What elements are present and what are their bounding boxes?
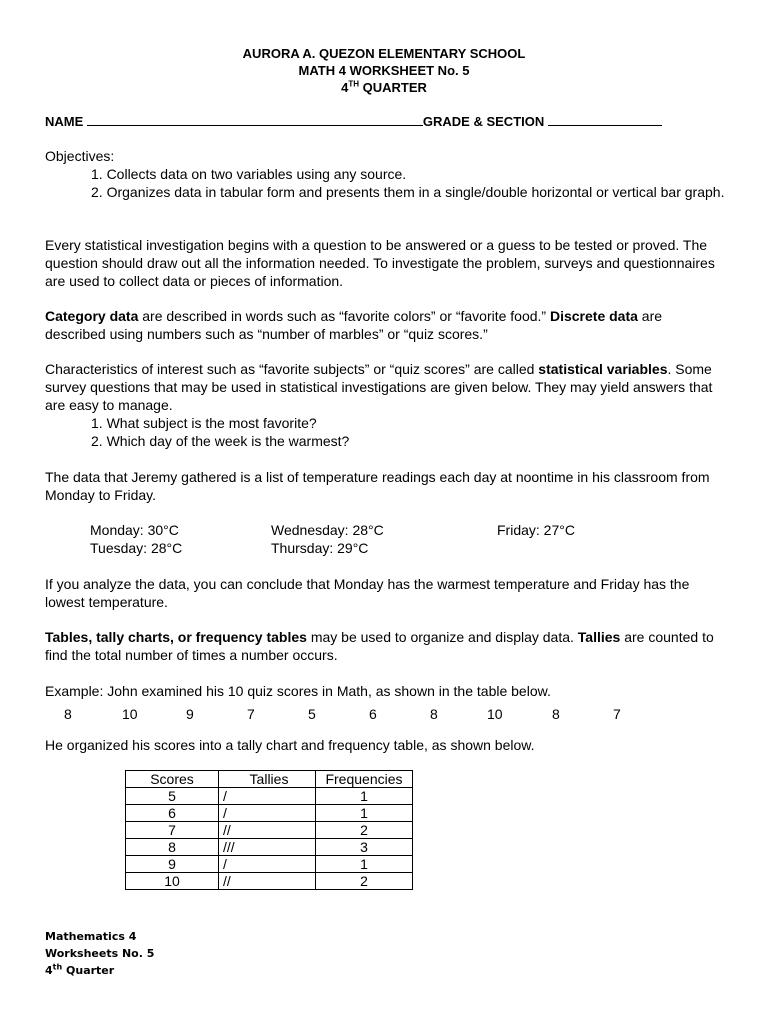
score-value: 10 xyxy=(487,706,503,722)
statistical-variables-term: statistical variables xyxy=(538,361,668,377)
footer-quarter: 4th Quarter xyxy=(45,962,115,977)
frequency-cell: 3 xyxy=(316,839,413,856)
name-label: NAME xyxy=(45,114,84,129)
score-cell: 8 xyxy=(126,839,219,856)
tally-cell: / xyxy=(219,788,316,805)
objectives xyxy=(45,147,725,201)
table-header-row xyxy=(126,771,413,788)
tables-paragraph: Tables, tally charts, or frequency tables may be used to organize and display data. Tallies are counted to find the total number of times a number occurs. xyxy=(45,629,714,663)
frequency-cell: 1 xyxy=(316,788,413,805)
survey-question: 2. Which day of the week is the warmest? xyxy=(91,433,350,449)
example-paragraph: Example: John examined his 10 quiz scores in Math, as shown in the table below. xyxy=(45,683,551,699)
temp-thursday: Thursday: 29°C xyxy=(271,540,369,556)
table-row xyxy=(126,856,413,873)
score-cell: 7 xyxy=(126,822,219,839)
header-scores: Scores xyxy=(126,771,219,788)
quarter-title: 4TH QUARTER xyxy=(341,79,427,95)
header-frequencies: Frequencies xyxy=(316,771,413,788)
frequency-cell: 2 xyxy=(316,873,413,890)
organized-paragraph: He organized his scores into a tally chart and frequency table, as shown below. xyxy=(45,737,535,753)
table-row xyxy=(126,788,413,805)
grade-section-label: GRADE & SECTION xyxy=(422,114,545,129)
tally-cell: /// xyxy=(219,839,316,856)
table-row xyxy=(126,873,413,890)
tally-cell: / xyxy=(219,805,316,822)
score-cell: 10 xyxy=(126,873,219,890)
survey-question: 1. What subject is the most favorite? xyxy=(91,415,317,431)
tables-term: Tables, tally charts, or frequency tables xyxy=(45,629,307,645)
score-value: 7 xyxy=(247,706,255,722)
score-value: 6 xyxy=(369,706,377,722)
tally-cell: // xyxy=(219,822,316,839)
data-types-paragraph: Category data are described in words such as “favorite colors” or “favorite food.” Discrete data are described using numbers such as “number of marbles” or “quiz scores.” xyxy=(45,308,663,342)
footer-worksheet: Worksheets No. 5 xyxy=(45,947,155,960)
objectives-title: Objectives: xyxy=(45,148,115,164)
tally-cell: // xyxy=(219,873,316,890)
temp-friday: Friday: 27°C xyxy=(497,522,575,538)
score-value: 9 xyxy=(186,706,194,722)
temp-wednesday: Wednesday: 28°C xyxy=(271,522,384,538)
temp-monday: Monday: 30°C xyxy=(90,522,179,538)
score-value: 10 xyxy=(122,706,138,722)
frequency-cell: 1 xyxy=(316,856,413,873)
tallies-term: Tallies xyxy=(577,629,621,645)
tally-cell: / xyxy=(219,856,316,873)
page-footer xyxy=(45,928,154,979)
frequency-table xyxy=(125,770,413,890)
objective-item: 1. Collects data on two variables using any source. xyxy=(91,166,407,182)
table-row xyxy=(126,839,413,856)
analysis-paragraph: If you analyze the data, you can conclude that Monday has the warmest temperature and Friday has the lowest temperature. xyxy=(45,576,690,610)
footer-subject: Mathematics 4 xyxy=(45,930,137,943)
score-value: 8 xyxy=(64,706,72,722)
name-blank[interactable] xyxy=(87,112,423,126)
score-cell: 6 xyxy=(126,805,219,822)
score-value: 7 xyxy=(613,706,621,722)
discrete-data-term: Discrete data xyxy=(549,308,638,324)
jeremy-paragraph: The data that Jeremy gathered is a list of temperature readings each day at noontime in his classroom from Monday to Friday. xyxy=(45,469,710,503)
variables-paragraph: Characteristics of interest such as “favorite subjects” or “quiz scores” are called statistical variables. Some survey questions that may be used in statistical investigations are given below. They may yield answers that are easy to manage. 1. What subject is the most favorite? 2. Which day of the week is the warmest? xyxy=(45,360,725,450)
objective-item: 2. Organizes data in tabular form and presents them in a single/double horizontal or vertical bar graph. xyxy=(91,184,725,200)
score-value: 5 xyxy=(308,706,316,722)
frequency-cell: 1 xyxy=(316,805,413,822)
grade-section-blank[interactable] xyxy=(548,112,662,126)
temp-tuesday: Tuesday: 28°C xyxy=(90,540,183,556)
table-row xyxy=(126,822,413,839)
score-cell: 5 xyxy=(126,788,219,805)
worksheet-title: MATH 4 WORKSHEET No. 5 xyxy=(298,63,470,78)
header-tallies: Tallies xyxy=(219,771,316,788)
school-name: AURORA A. QUEZON ELEMENTARY SCHOOL xyxy=(242,46,526,61)
name-field[interactable] xyxy=(45,112,662,131)
table-row xyxy=(126,805,413,822)
score-cell: 9 xyxy=(126,856,219,873)
intro-paragraph: Every statistical investigation begins with a question to be answered or a guess to be tested or proved. The question should draw out all the information needed. To investigate the problem, surveys and questionnaires are used to collect data or pieces of information. xyxy=(45,237,715,289)
frequency-cell: 2 xyxy=(316,822,413,839)
score-value: 8 xyxy=(552,706,560,722)
score-value: 8 xyxy=(430,706,438,722)
category-data-term: Category data xyxy=(45,308,139,324)
